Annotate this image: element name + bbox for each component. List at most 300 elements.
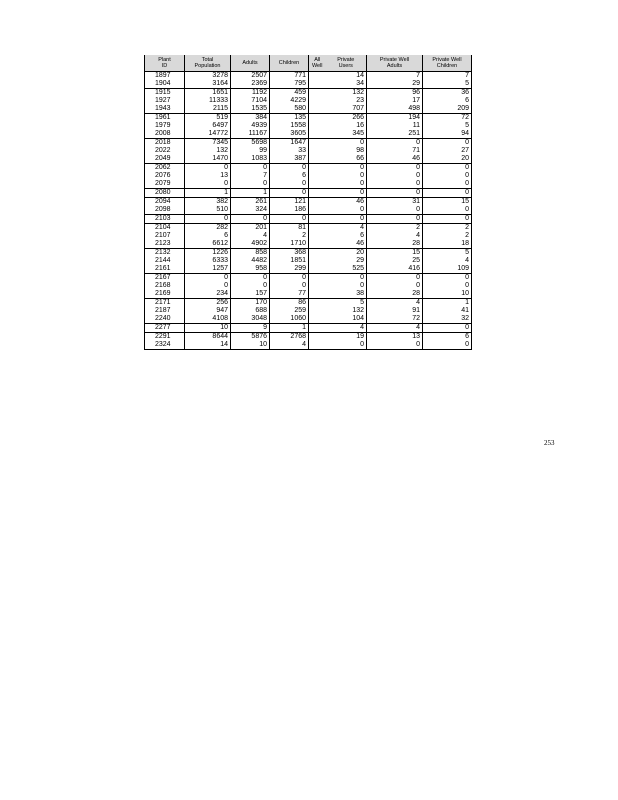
table-cell: [309, 139, 326, 148]
table-cell: 1: [231, 189, 270, 198]
table-cell: [309, 164, 326, 173]
table-cell: 688: [231, 307, 270, 315]
column-header-line: Private: [337, 57, 355, 63]
table-cell: 6333: [185, 257, 231, 265]
table-cell: 0: [326, 341, 367, 350]
table-cell: 2104: [145, 224, 185, 233]
table-row: [145, 257, 472, 265]
table-cell: 0: [367, 189, 423, 198]
table-cell: 0: [185, 282, 231, 290]
table-cell: 2062: [145, 164, 185, 173]
table-cell: [309, 333, 326, 342]
table-cell: 0: [326, 274, 367, 283]
table-cell: 81: [270, 224, 309, 233]
table-cell: 2080: [145, 189, 185, 198]
table-cell: [309, 257, 326, 265]
table-row: [145, 172, 472, 180]
column-header-line: Population: [194, 63, 221, 69]
table-cell: 6: [360, 232, 364, 239]
table-cell: 2: [423, 224, 472, 233]
table-cell: [309, 198, 326, 207]
table-cell: 1943: [145, 105, 185, 114]
table-cell: [309, 324, 326, 333]
table-cell: [309, 147, 326, 155]
table-cell: 10: [423, 290, 472, 299]
table-cell: 71: [367, 147, 423, 155]
table-row: [145, 206, 472, 215]
table-row: [145, 97, 472, 105]
table-cell: 72: [423, 114, 472, 123]
table-cell: 132: [185, 147, 231, 155]
table-cell: 947: [185, 307, 231, 315]
column-header-line: Children: [436, 63, 458, 69]
table-cell: 0: [367, 341, 423, 350]
table-cell: 266: [326, 114, 367, 123]
table-cell: 2079: [145, 180, 185, 189]
column-header: [367, 55, 423, 72]
table-cell: 94: [423, 130, 472, 139]
table-cell: [309, 122, 326, 130]
table-cell: 86: [270, 299, 309, 308]
table-row: [145, 265, 472, 274]
column-header-line: Total: [201, 57, 214, 63]
table-cell: [309, 155, 326, 164]
table-cell: 135: [270, 114, 309, 123]
table-cell: [309, 341, 326, 350]
table-cell: 2: [270, 232, 309, 240]
table-cell: 2049: [145, 155, 185, 164]
table-cell: 324: [231, 206, 270, 215]
table-cell: 36: [423, 89, 472, 98]
table-cell: 2123: [145, 240, 185, 249]
table-cell: 2167: [145, 274, 185, 283]
table-cell: 498: [367, 105, 423, 114]
column-header-line: Children: [278, 60, 300, 66]
table-cell: 2169: [145, 290, 185, 299]
table-cell: 459: [270, 89, 309, 98]
table-cell: 299: [270, 265, 309, 274]
table-cell: 7: [423, 72, 472, 81]
table-cell: 256: [185, 299, 231, 308]
table-row: [145, 105, 472, 114]
table-cell: 0: [367, 180, 423, 189]
table-cell: 13: [367, 333, 423, 342]
table-cell: 2168: [145, 282, 185, 290]
table-cell: [309, 215, 326, 224]
table-cell: 382: [185, 198, 231, 207]
column-header-line: Users: [338, 63, 353, 69]
table-cell: 2132: [145, 249, 185, 258]
table-cell: 4902: [231, 240, 270, 249]
table-row: [145, 80, 472, 89]
table-cell: 4939: [231, 122, 270, 130]
table-cell: 6: [185, 232, 231, 240]
table-row: [145, 274, 472, 283]
table-cell: 384: [231, 114, 270, 123]
table-cell: [309, 274, 326, 283]
table-cell: 0: [423, 282, 472, 290]
table-cell: 2324: [145, 341, 185, 350]
column-header-line: Adults: [386, 63, 403, 69]
table-cell: 2171: [145, 299, 185, 308]
table-cell: [309, 130, 326, 139]
table-cell: 1257: [185, 265, 231, 274]
table-cell: 5: [423, 249, 472, 258]
table-cell: 15: [367, 249, 423, 258]
column-header: [423, 55, 472, 72]
table-cell: 0: [360, 282, 364, 289]
table-cell: 0: [326, 164, 367, 173]
table-cell: 121: [270, 198, 309, 207]
table-cell: 525: [352, 265, 364, 272]
table-cell: 282: [185, 224, 231, 233]
table-row: [145, 290, 472, 299]
table-header-row: [145, 55, 472, 72]
table-row: [145, 333, 472, 342]
table-cell: 14: [185, 341, 231, 350]
table-row: [145, 147, 472, 155]
table-cell: 0: [231, 164, 270, 173]
table-cell: 7345: [185, 139, 231, 148]
table-row: [145, 89, 472, 98]
table-cell: [309, 105, 326, 114]
table-cell: 2291: [145, 333, 185, 342]
column-header-line: Well: [311, 63, 323, 69]
table-cell: 20: [326, 249, 367, 258]
table-cell: 0: [423, 274, 472, 283]
table-cell: 2115: [185, 105, 231, 114]
table-cell: 0: [360, 180, 364, 187]
table-row: [145, 198, 472, 207]
table-cell: 1979: [145, 122, 185, 130]
table-cell: 29: [367, 80, 423, 89]
column-header-line: Private Well: [432, 57, 462, 63]
table-cell: 13: [185, 172, 231, 180]
table-cell: 4229: [270, 97, 309, 105]
column-header-line: ID: [161, 63, 168, 69]
table-cell: 0: [326, 189, 367, 198]
column-header-line: All: [314, 57, 321, 63]
table-cell: 132: [326, 89, 367, 98]
table-cell: 2768: [270, 333, 309, 342]
table-cell: 0: [423, 341, 472, 350]
table-cell: 858: [231, 249, 270, 258]
table-cell: 2107: [145, 232, 185, 240]
table-cell: 1558: [270, 122, 309, 130]
table-cell: 0: [423, 189, 472, 198]
table-row: [145, 299, 472, 308]
table-cell: 11167: [231, 130, 270, 139]
table-cell: 3278: [185, 72, 231, 81]
column-header: [309, 55, 326, 72]
table-cell: 4: [423, 257, 472, 265]
table-cell: 387: [270, 155, 309, 164]
table-cell: 109: [423, 265, 472, 274]
column-header: [231, 55, 270, 72]
table-cell: 9: [231, 324, 270, 333]
table-cell: [309, 282, 326, 290]
table-cell: 4: [231, 232, 270, 240]
table-cell: 99: [231, 147, 270, 155]
table-cell: 14772: [185, 130, 231, 139]
table-cell: 580: [270, 105, 309, 114]
table-cell: 2187: [145, 307, 185, 315]
table-cell: 0: [270, 282, 309, 290]
well-users-table: [144, 55, 472, 350]
table-cell: 5698: [231, 139, 270, 148]
table-cell: 1915: [145, 89, 185, 98]
column-header: [326, 55, 367, 72]
table-cell: 5: [423, 122, 472, 130]
table-cell: 91: [367, 307, 423, 315]
table-cell: 72: [367, 315, 423, 324]
table-cell: 0: [231, 282, 270, 290]
table-cell: 46: [326, 198, 367, 207]
table-row: [145, 180, 472, 189]
table-cell: 2: [423, 232, 472, 240]
table-cell: 345: [352, 130, 364, 137]
table-cell: 259: [270, 307, 309, 315]
table-cell: 0: [367, 215, 423, 224]
table-cell: 5876: [231, 333, 270, 342]
table-cell: 958: [231, 265, 270, 274]
table-cell: 1851: [270, 257, 309, 265]
table-cell: 6: [270, 172, 309, 180]
table-cell: 0: [367, 206, 423, 215]
table-cell: 41: [423, 307, 472, 315]
table-cell: [309, 206, 326, 215]
table-cell: [309, 172, 326, 180]
table-cell: 25: [367, 257, 423, 265]
table-cell: 2098: [145, 206, 185, 215]
table-cell: 0: [270, 274, 309, 283]
table-cell: 3164: [185, 80, 231, 89]
table-cell: 1647: [270, 139, 309, 148]
table-cell: 1710: [270, 240, 309, 249]
table-cell: 7: [367, 72, 423, 81]
table-cell: 368: [270, 249, 309, 258]
table-cell: 10: [185, 324, 231, 333]
table-cell: 0: [360, 172, 364, 179]
table-row: [145, 215, 472, 224]
table-row: [145, 130, 472, 139]
table-cell: 20: [423, 155, 472, 164]
table-cell: 0: [423, 324, 472, 333]
table-cell: 46: [367, 155, 423, 164]
table-cell: 1083: [231, 155, 270, 164]
table-cell: 1470: [185, 155, 231, 164]
table-cell: 7104: [231, 97, 270, 105]
table-cell: 1: [423, 299, 472, 308]
table-cell: 14: [356, 72, 364, 79]
table-cell: 4: [367, 324, 423, 333]
table-cell: 3048: [231, 315, 270, 324]
table-cell: [309, 232, 326, 240]
table-cell: [309, 89, 326, 98]
table-cell: 1: [185, 189, 231, 198]
table-cell: 1904: [145, 80, 185, 89]
table-cell: 157: [231, 290, 270, 299]
table-cell: 0: [367, 164, 423, 173]
table-cell: 0: [423, 164, 472, 173]
table-cell: 1961: [145, 114, 185, 123]
table-cell: 2369: [231, 80, 270, 89]
table-cell: 0: [185, 180, 231, 189]
table-row: [145, 224, 472, 233]
table-cell: 31: [367, 198, 423, 207]
table-cell: 194: [367, 114, 423, 123]
table-cell: 28: [367, 240, 423, 249]
table-cell: [309, 97, 326, 105]
table-cell: 0: [270, 164, 309, 173]
column-header-line: Adults: [242, 60, 258, 66]
table-cell: 11333: [185, 97, 231, 105]
table-cell: 66: [356, 155, 364, 162]
table-cell: 4: [367, 232, 423, 240]
table-row: [145, 155, 472, 164]
table-cell: [309, 299, 326, 308]
table-cell: 6: [423, 97, 472, 105]
table-cell: [309, 240, 326, 249]
table-cell: 1192: [231, 89, 270, 98]
column-header: [185, 55, 231, 72]
table-cell: 510: [185, 206, 231, 215]
table-cell: 0: [423, 206, 472, 215]
table-cell: 0: [367, 274, 423, 283]
table-row: [145, 122, 472, 130]
table-cell: [309, 290, 326, 299]
table-cell: 0: [270, 189, 309, 198]
table-cell: [309, 315, 326, 324]
table-cell: [309, 307, 326, 315]
table-cell: 416: [367, 265, 423, 274]
table-cell: 0: [185, 274, 231, 283]
table-cell: 6497: [185, 122, 231, 130]
table-cell: 6612: [185, 240, 231, 249]
table-cell: 2: [367, 224, 423, 233]
table-cell: 0: [326, 139, 367, 148]
table-row: [145, 324, 472, 333]
table-cell: 1535: [231, 105, 270, 114]
column-header-line: Private Well: [379, 57, 410, 63]
table-cell: 771: [270, 72, 309, 81]
table-cell: 3605: [270, 130, 309, 139]
table-cell: 234: [185, 290, 231, 299]
table-cell: 209: [423, 105, 472, 114]
table-cell: 4482: [231, 257, 270, 265]
table-cell: 77: [270, 290, 309, 299]
table-cell: 261: [231, 198, 270, 207]
table-cell: 170: [231, 299, 270, 308]
table-cell: 5: [326, 299, 367, 308]
table-row: [145, 72, 472, 81]
table-cell: 707: [352, 105, 364, 112]
table-cell: 0: [270, 215, 309, 224]
table-cell: 15: [423, 198, 472, 207]
table-cell: 1897: [145, 72, 185, 81]
table-cell: 201: [231, 224, 270, 233]
table-cell: 2018: [145, 139, 185, 148]
table-cell: 27: [423, 147, 472, 155]
table-cell: [309, 189, 326, 198]
table-row: [145, 240, 472, 249]
table-cell: 0: [185, 164, 231, 173]
table-cell: 0: [231, 215, 270, 224]
table-row: [145, 249, 472, 258]
table-cell: 19: [326, 333, 367, 342]
column-header: [270, 55, 309, 72]
table-cell: 46: [356, 240, 364, 247]
table-cell: 11: [367, 122, 423, 130]
table-cell: 0: [270, 180, 309, 189]
table-cell: 2103: [145, 215, 185, 224]
table-cell: 10: [231, 341, 270, 350]
table-cell: 0: [360, 206, 364, 213]
table-body: [145, 72, 472, 350]
table-cell: 2076: [145, 172, 185, 180]
table-cell: 4: [326, 224, 367, 233]
table-cell: 4: [326, 324, 367, 333]
table-cell: 7: [231, 172, 270, 180]
table-cell: 98: [356, 147, 364, 154]
table-cell: 0: [185, 215, 231, 224]
table-cell: 4: [270, 341, 309, 350]
table-cell: 186: [270, 206, 309, 215]
table-cell: 4108: [185, 315, 231, 324]
table-cell: 23: [356, 97, 364, 104]
table-cell: 29: [356, 257, 364, 264]
table-cell: 0: [367, 139, 423, 148]
column-header: [145, 55, 185, 72]
table-cell: 8644: [185, 333, 231, 342]
table-cell: 6: [423, 333, 472, 342]
table-cell: 4: [367, 299, 423, 308]
column-header-line: Plant: [158, 57, 171, 63]
table-row: [145, 282, 472, 290]
table-cell: 0: [326, 215, 367, 224]
table-cell: [309, 72, 326, 81]
table-cell: 2144: [145, 257, 185, 265]
table-cell: 2094: [145, 198, 185, 207]
table-cell: 96: [367, 89, 423, 98]
table-cell: 251: [367, 130, 423, 139]
table-cell: 0: [367, 172, 423, 180]
table-cell: 0: [423, 172, 472, 180]
page-number: 253: [544, 439, 555, 447]
table-cell: [309, 249, 326, 258]
table-cell: 2022: [145, 147, 185, 155]
table-cell: 0: [423, 215, 472, 224]
table-row: [145, 114, 472, 123]
table-row: [145, 307, 472, 315]
table-cell: 2507: [231, 72, 270, 81]
table-cell: 38: [356, 290, 364, 297]
table-cell: 33: [270, 147, 309, 155]
table-cell: 0: [367, 282, 423, 290]
table-cell: 1: [270, 324, 309, 333]
table-cell: 17: [367, 97, 423, 105]
table-cell: 34: [356, 80, 364, 87]
table-cell: [309, 265, 326, 274]
table-cell: 28: [367, 290, 423, 299]
table-cell: 2240: [145, 315, 185, 324]
table-cell: [309, 180, 326, 189]
table-row: [145, 139, 472, 148]
table-row: [145, 164, 472, 173]
table-cell: 1651: [185, 89, 231, 98]
table-cell: [309, 224, 326, 233]
table-cell: 519: [185, 114, 231, 123]
